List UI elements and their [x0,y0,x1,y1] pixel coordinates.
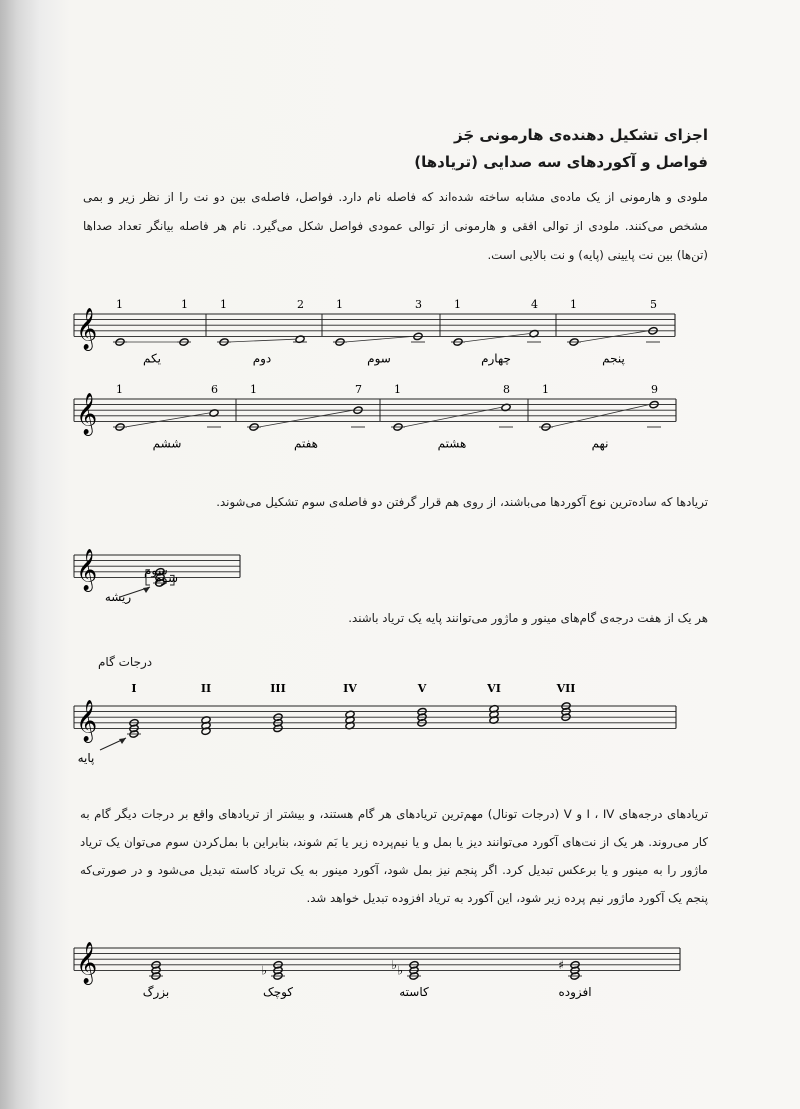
interval-number: 1 [116,298,123,311]
interval-number: 1 [220,298,227,311]
interval-number: 1 [454,298,461,311]
treble-clef-icon: 𝄞 [76,549,98,591]
interval-name: نهم [591,436,609,451]
treble-clef-icon: 𝄞 [76,308,98,350]
glissando-line [345,336,413,342]
intervals-staff-2 [74,383,676,450]
triad-example-staff [74,548,240,605]
interval-number: 2 [297,298,304,311]
interval-number: 9 [651,383,658,396]
third-label: سوم [154,571,178,586]
treble-clef-icon: 𝄞 [76,942,98,984]
interval-name: هشتم [437,436,467,451]
interval-name: چهارم [481,351,511,366]
flat-icon: ♭ [391,957,397,972]
arrow-head-icon [143,587,150,593]
interval-number: 7 [355,383,362,396]
interval-name: ششم [152,436,182,451]
interval-name: دوم [252,351,272,366]
interval-number: 1 [250,383,257,396]
triad-type-label: کاسته [399,985,429,999]
roman-numeral: VII [556,682,576,695]
page-title: اجزای تشکیل دهنده‌ی هارمونی جَز [454,126,708,144]
glissando-line [229,339,295,342]
interval-number: 1 [570,298,577,311]
section-subtitle: فواصل و آکوردهای سه صدایی (تریادها) [414,153,708,171]
triad-type-label: بزرگ [142,985,170,999]
interval-number: 1 [336,298,343,311]
flat-icon: ♭ [397,963,403,978]
interval-name: یکم [143,351,161,366]
roman-numeral: V [417,682,427,695]
roman-numeral: III [270,682,286,695]
scale-degrees-label: درجات گام [98,655,153,669]
roman-numeral: IV [343,682,357,695]
interval-number: 1 [116,383,123,396]
interval-number: 5 [650,298,657,311]
roman-numeral: I [131,682,137,695]
interval-number: 6 [211,383,218,396]
interval-number: 8 [503,383,510,396]
triad-type-label: کوچک [262,985,294,999]
interval-name: سوم [367,351,391,366]
third-label: سوم [144,563,168,578]
intervals-staff-1 [74,298,675,366]
triad-type-label: افزوده [558,985,592,999]
sharp-icon: ♯ [558,957,564,972]
scale-degrees-text: هر یک از هفت درجه‌ی گام‌های مینور و ماژور می‌توانند پایه یک تریاد باشند. [348,611,708,625]
flat-icon: ♭ [261,963,267,978]
base-label: پایه [77,751,95,765]
interval-number: 4 [531,298,538,311]
glissando-line [125,413,209,427]
interval-number: 1 [542,383,549,396]
triad-definition-text: تریادها که ساده‌ترین نوع آکوردها می‌باشند، از روی هم قرار گرفتن دو فاصله‌ی سوم تشکیل می‌شوند. [216,495,708,509]
roman-numeral: VI [487,682,501,695]
interval-name: پنجم [602,351,625,366]
triad-types-staff [74,941,680,1000]
interval-name: هفتم [293,436,319,451]
interval-number: 1 [394,383,401,396]
intro-paragraph: ملودی و هارمونی از یک ماده‌ی مشابه ساخته شده‌اند که فاصله نام دارد. فواصل، فاصله‌ی بین دو نت را از نظر زیر و بمی مشخص می‌کنند. ملودی از توالی افقی و هارمونی از توالی عمودی فواصل شکل می‌گیرد. نام هر فاصله بیانگر تعداد صداها (تن‌ها) بین نت پایینی (پایه) و نت بالایی است. [83,190,708,262]
interval-number: 1 [181,298,188,311]
glissando-line [463,334,529,342]
treble-clef-icon: 𝄞 [76,700,98,742]
glissando-line [259,410,353,427]
explanation-paragraph: تریادهای درجه‌های I ، IV و V (درجات تونال) مهم‌ترین تریادهای هر گام هستند، و بیشتر از تریادهای واقع بر درجات دیگر گام به کار می‌روند. هر یک از نت‌های آکورد می‌توانند دیز یا بمل و یا نیم‌پرده زیر یا بَم شوند، بنابراین با بمل‌کردن سوم می‌توان یک تریاد ماژور را به مینور و یا برعکس تبدیل کرد. اگر پنجم نیز بمل شود، آکورد مینور به یک تریاد کاسته تبدیل می‌شود و در صورتی‌که پنجم یک آکورد ماژور نیم پرده زیر شود، این آکورد به تریاد افزوده تبدیل خواهد شد. [80,807,708,905]
scale-degrees-staff [74,682,676,765]
roman-numeral: II [200,682,212,695]
root-label: ریشه [104,590,132,604]
treble-clef-icon: 𝄞 [76,393,98,435]
interval-number: 3 [415,298,422,311]
